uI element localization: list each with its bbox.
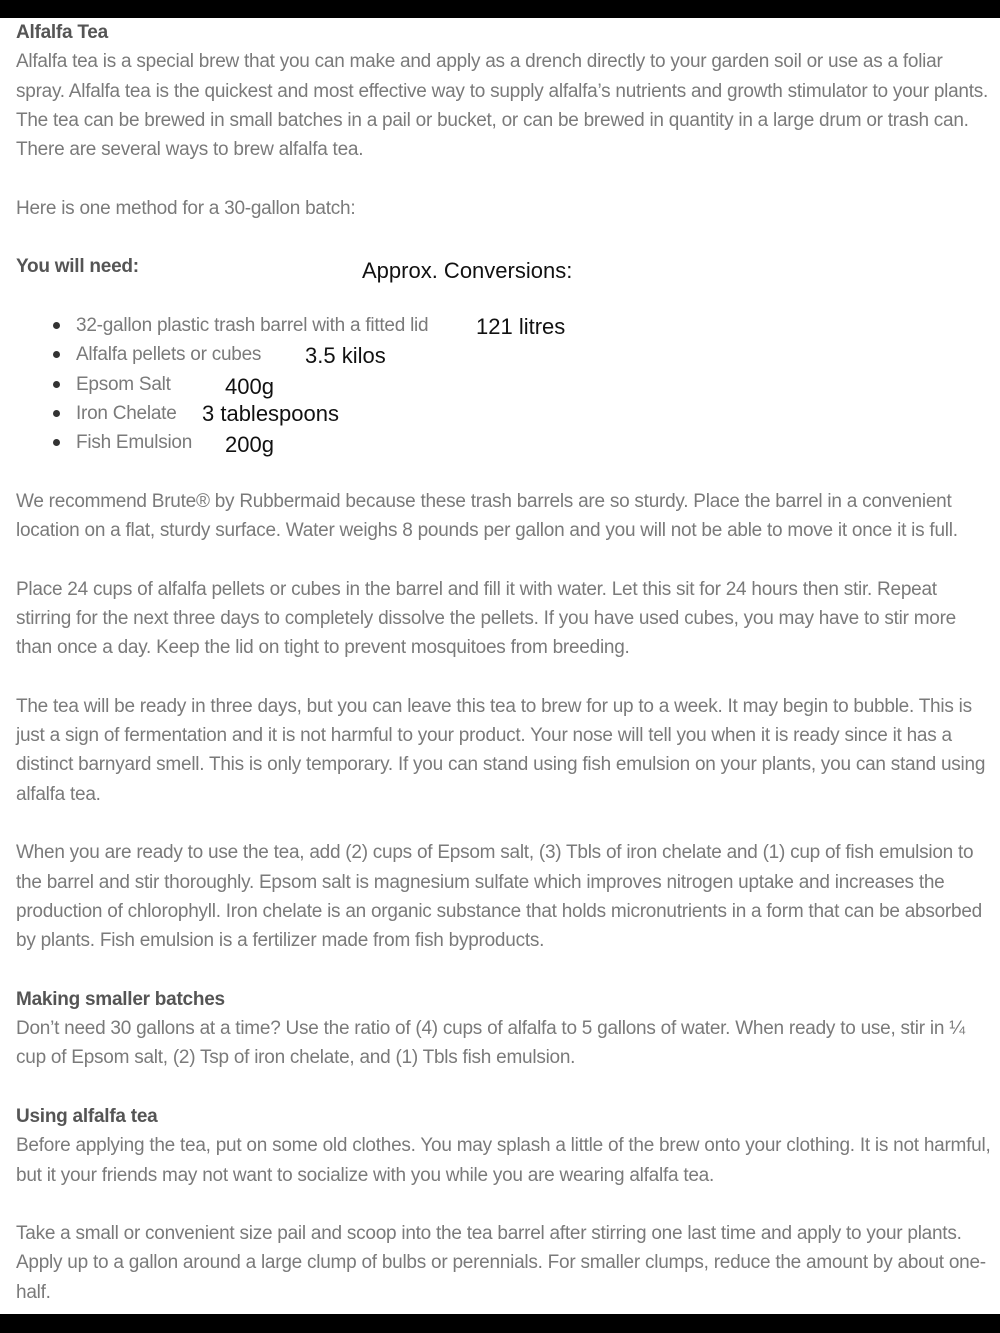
ingredient-conversion: 121 litres bbox=[476, 313, 566, 339]
ingredient-name: Epsom Salt bbox=[76, 373, 171, 395]
paragraph: Before applying the tea, put on some old clothes. You may splash a little of the brew onto your clothing. It is not harmful, but it your friends may not want to socialize with you while you are wearing alfalfa tea. bbox=[16, 1135, 991, 1186]
bullet-icon bbox=[53, 322, 60, 329]
ingredient-name: Alfalfa pellets or cubes bbox=[76, 344, 262, 366]
list-item bbox=[16, 311, 991, 340]
ingredient-name: Iron Chelate bbox=[76, 402, 177, 424]
document-page bbox=[0, 18, 1000, 1314]
bullet-icon bbox=[53, 351, 60, 358]
section-heading: Using alfalfa tea bbox=[16, 1105, 158, 1127]
using-section bbox=[16, 1102, 991, 1190]
list-item bbox=[16, 370, 991, 399]
article-body bbox=[16, 18, 991, 1314]
bullet-icon bbox=[53, 381, 60, 388]
list-item bbox=[16, 428, 991, 457]
paragraph: Don’t need 30 gallons at a time? Use the ratio of (4) cups of alfalfa to 5 gallons of water. When ready to use, stir in ¼ cup of Epsom salt, (2) Tsp of iron chelate, and (1) Tbls fish emulsion. bbox=[16, 1018, 965, 1069]
paragraph: When you are ready to use the tea, add (2) cups of Epsom salt, (3) Tbls of iron chelate and (1) cup of fish emulsion to the barrel and stir thoroughly. Epsom salt is magnesium sulfate which improves nitrogen uptake and increases the production of chlorophyll. Iron chelate is an organic substance that holds micronutrients in a form that can be absorbed by plants. Fish emulsion is a fertilizer made from fish byproducts. bbox=[16, 842, 982, 952]
article-title: Alfalfa Tea bbox=[16, 22, 108, 43]
paragraph: The tea will be ready in three days, but you can leave this tea to brew for up to a week. It may begin to bubble. This is just a sign of fermentation and it is not harmful to your product. Your nose will tell you when it is ready since it has a distinct barnyard smell. This is only temporary. If you can stand using fish emulsion on your plants, you can stand using alfalfa tea. bbox=[16, 695, 986, 805]
paragraph: We recommend Brute® by Rubbermaid because these trash barrels are so sturdy. Place the barrel in a convenient location on a flat, sturdy surface. Water weighs 8 pounds per gallon and you will not be able to move it once it is full. bbox=[16, 490, 958, 542]
you-will-need-heading: You will need: bbox=[16, 256, 139, 278]
ingredient-conversion: 3.5 kilos bbox=[305, 343, 386, 369]
ingredient-conversion: 400g bbox=[225, 373, 274, 399]
ingredient-list bbox=[16, 311, 991, 457]
list-item bbox=[16, 399, 991, 428]
paragraph: Place 24 cups of alfalfa pellets or cubes in the barrel and fill it with water. Let this sit for 24 hours then stir. Repeat stirring for the next three days to completely dissolve the pellets. If you have used cubes, you may have to stir more than once a day. Keep the lid on tight to prevent mosquitoes from breeding. bbox=[16, 578, 956, 659]
conversions-title: Approx. Conversions: bbox=[362, 258, 573, 283]
smaller-batches-section bbox=[16, 985, 991, 1073]
ingredient-conversion: 200g bbox=[225, 432, 274, 458]
list-item bbox=[16, 340, 991, 369]
ingredient-name: Fish Emulsion bbox=[76, 432, 193, 454]
section-heading: Making smaller batches bbox=[16, 988, 225, 1010]
intro-paragraph: Alfalfa tea is a special brew that you can make and apply as a drench directly to your garden soil or use as a foliar spray. Alfalfa tea is the quickest and most effective way to supply alfalfa’s nutrients and growth stimulator to your plants. The tea can be brewed in small batches in a pail or bucket, or can be brewed in quantity in a large drum or trash can. There are several ways to brew alfalfa tea. bbox=[16, 51, 989, 161]
bullet-icon bbox=[53, 410, 60, 417]
ingredient-name: 32-gallon plastic trash barrel with a fitted lid bbox=[76, 314, 429, 336]
bullet-icon bbox=[53, 439, 60, 446]
final-paragraph: Take a small or convenient size pail and scoop into the tea barrel after stirring one last time and apply to your plants. Apply up to a gallon around a large clump of bulbs or perennials. For smaller clumps, reduce the amount by about one-half. bbox=[16, 1223, 986, 1303]
method-intro: Here is one method for a 30-gallon batch: bbox=[16, 197, 356, 219]
ingredient-conversion: 3 tablespoons bbox=[202, 400, 339, 426]
